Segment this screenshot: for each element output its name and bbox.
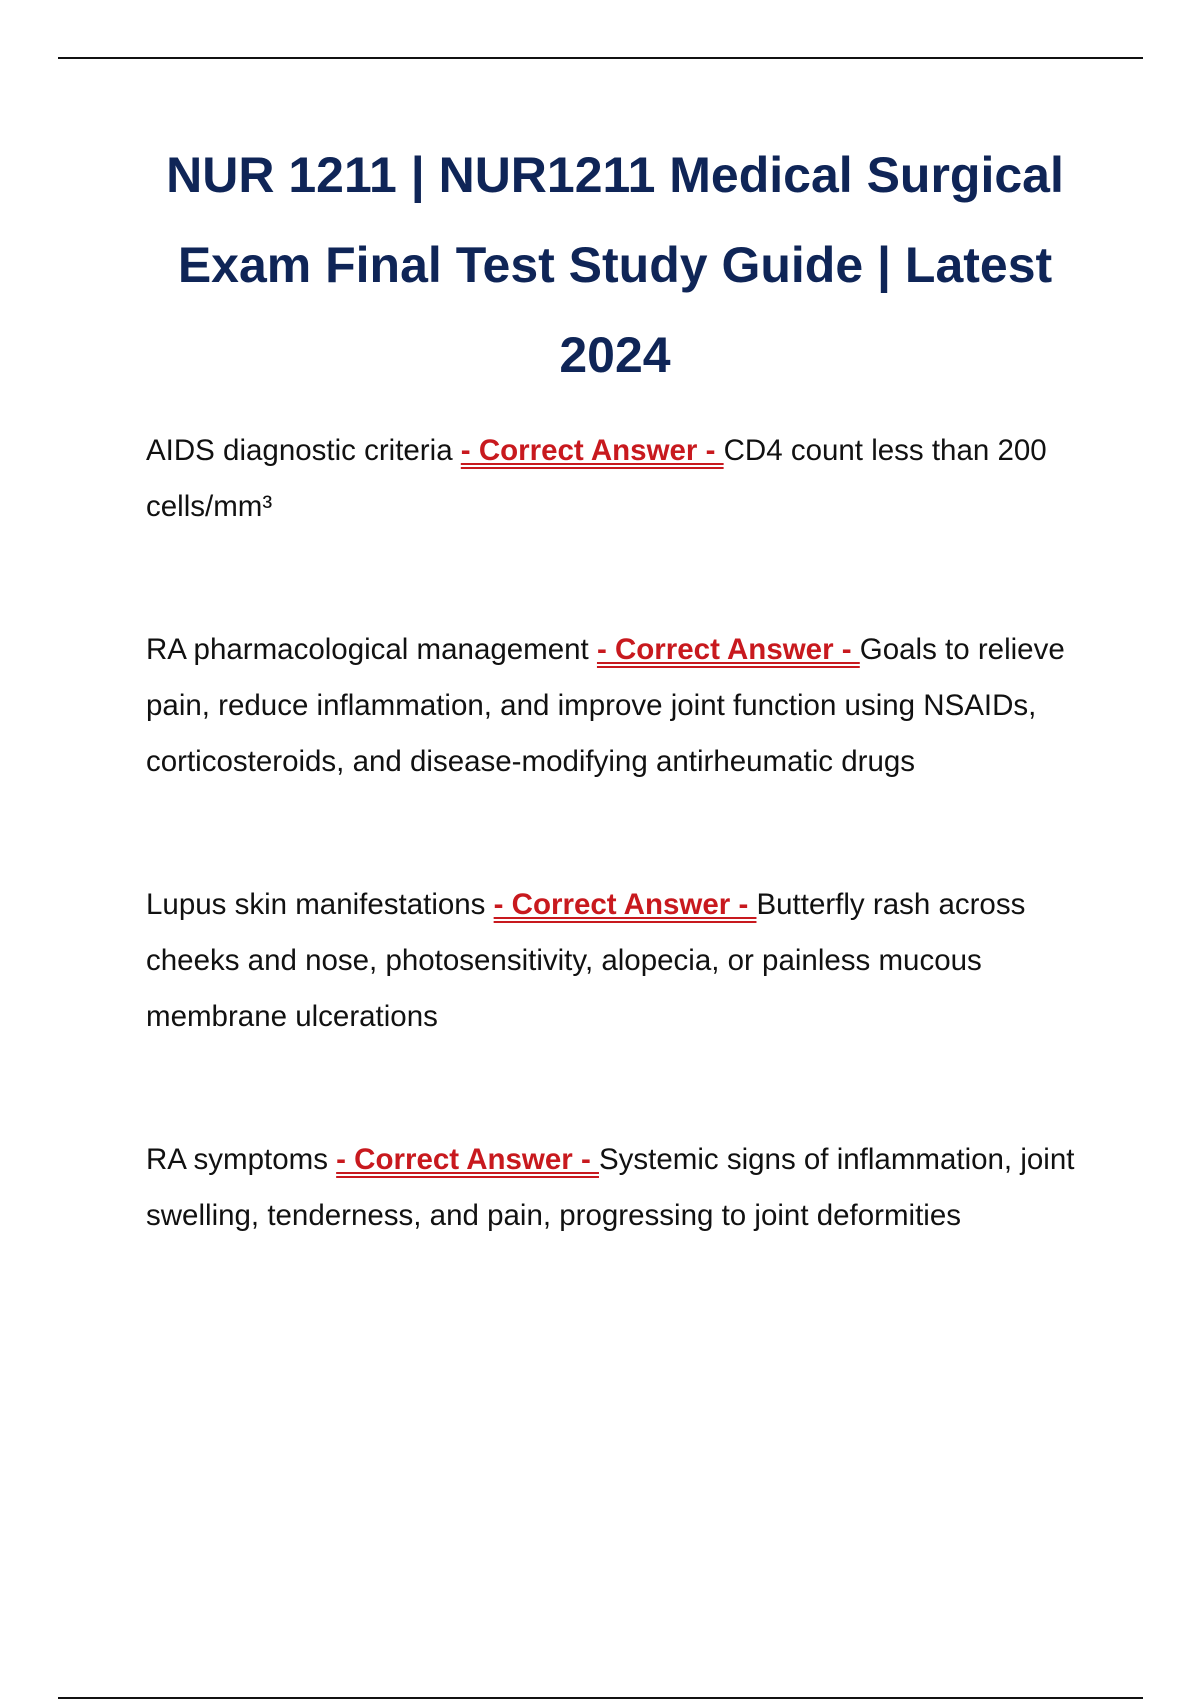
correct-answer-marker: - Correct Answer -: [596, 633, 860, 666]
correct-answer-marker: - Correct Answer -: [493, 888, 757, 921]
top-divider: [58, 57, 1143, 59]
qa-item-lupus-skin: [146, 877, 1096, 1045]
qa-item-aids-criteria: [146, 423, 1096, 535]
question-text: AIDS diagnostic criteria: [146, 434, 461, 467]
answer-text: CD4 count less than 200 cells/mm³: [146, 434, 1047, 523]
qa-item-ra-symptoms: [146, 1132, 1096, 1244]
answer-text: Goals to relieve pain, reduce inflammation, and improve joint function using NSAIDs, corticosteroids, and disease-modifying antirheumatic drugs: [146, 633, 1065, 778]
answer-text: Systemic signs of inflammation, joint swelling, tenderness, and pain, progressing to joint deformities: [146, 1143, 1075, 1232]
bottom-divider: [58, 1697, 1143, 1699]
qa-item-ra-pharmacological: [146, 622, 1096, 790]
question-text: RA symptoms: [146, 1143, 337, 1176]
question-text: Lupus skin manifestations: [146, 888, 494, 921]
document-title: NUR 1211 | NUR1211 Medical Surgical Exam Final Test Study Guide | Latest 2024: [166, 147, 1064, 383]
qa-list: [146, 423, 1096, 1244]
question-text: RA pharmacological management: [146, 633, 597, 666]
correct-answer-marker: - Correct Answer -: [460, 434, 724, 467]
correct-answer-marker: - Correct Answer -: [336, 1143, 599, 1176]
answer-text: Butterfly rash across cheeks and nose, photosensitivity, alopecia, or painless mucous membrane ulcerations: [146, 888, 1026, 1033]
